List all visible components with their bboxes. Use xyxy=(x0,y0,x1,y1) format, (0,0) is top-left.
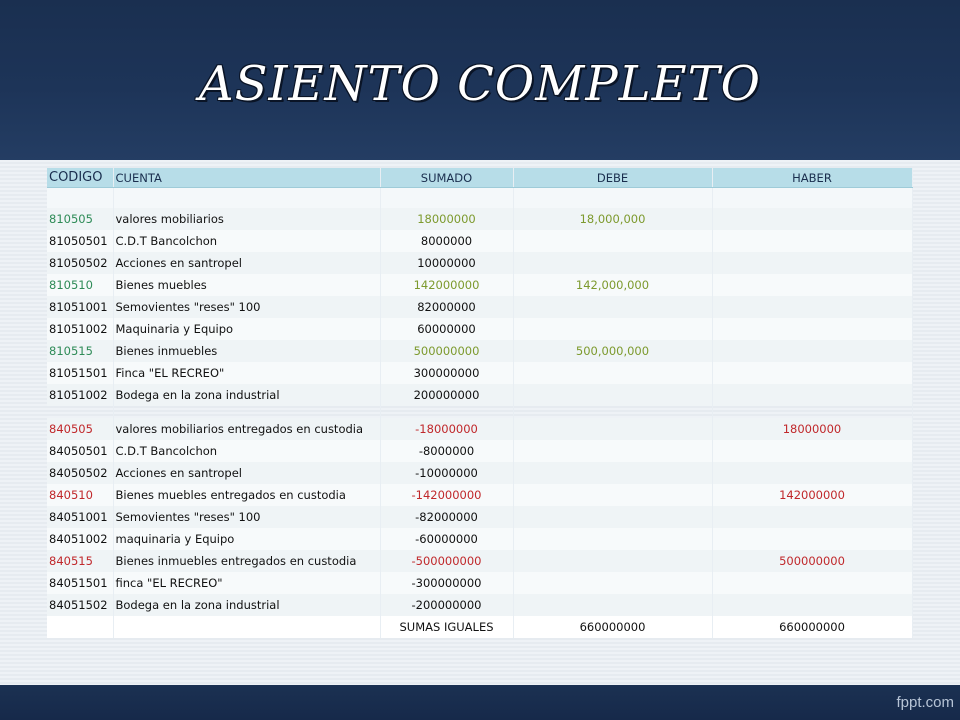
header-cuenta: CUENTA xyxy=(113,168,380,188)
row-debe: 500,000,000 xyxy=(513,340,712,362)
row-codigo: 840510 xyxy=(47,484,113,506)
row-cuenta: Acciones en santropel xyxy=(113,462,380,484)
row-haber: 18000000 xyxy=(712,418,912,440)
row-haber xyxy=(712,340,912,362)
table-row xyxy=(47,418,912,440)
table-row xyxy=(47,362,912,384)
row-haber xyxy=(712,462,912,484)
row-debe xyxy=(513,484,712,506)
row-codigo: 84050501 xyxy=(47,440,113,462)
row-cuenta: Semovientes "reses" 100 xyxy=(113,506,380,528)
row-debe xyxy=(513,362,712,384)
row-debe xyxy=(513,462,712,484)
row-haber xyxy=(712,572,912,594)
row-cuenta: finca "EL RECREO" xyxy=(113,572,380,594)
row-sumado: 60000000 xyxy=(380,318,513,340)
row-cuenta: Semovientes "reses" 100 xyxy=(113,296,380,318)
row-haber xyxy=(712,362,912,384)
row-cuenta: Bienes inmuebles entregados en custodia xyxy=(113,550,380,572)
table-row xyxy=(47,484,912,506)
table-row xyxy=(47,296,912,318)
row-haber xyxy=(712,440,912,462)
row-codigo: 810505 xyxy=(47,208,113,230)
row-sumado: 82000000 xyxy=(380,296,513,318)
table-row xyxy=(47,208,912,230)
table-row xyxy=(47,340,912,362)
row-debe xyxy=(513,594,712,616)
row-codigo: 81051001 xyxy=(47,296,113,318)
row-cuenta: Bienes muebles entregados en custodia xyxy=(113,484,380,506)
row-cuenta: C.D.T Bancolchon xyxy=(113,230,380,252)
totals-debe: 660000000 xyxy=(513,616,712,638)
row-codigo: 810510 xyxy=(47,274,113,296)
slide-footer xyxy=(0,685,960,720)
row-cuenta: Finca "EL RECREO" xyxy=(113,362,380,384)
header-codigo: CODIGO xyxy=(47,168,113,188)
row-cuenta: valores mobiliarios entregados en custodia xyxy=(113,418,380,440)
row-debe xyxy=(513,506,712,528)
table-row xyxy=(47,252,912,274)
row-haber xyxy=(712,528,912,550)
row-cuenta: C.D.T Bancolchon xyxy=(113,440,380,462)
table-spacer-row xyxy=(47,188,912,209)
table-row xyxy=(47,506,912,528)
table-row xyxy=(47,318,912,340)
table-header-row xyxy=(47,168,912,188)
row-debe xyxy=(513,252,712,274)
row-cuenta: Maquinaria y Equipo xyxy=(113,318,380,340)
row-debe xyxy=(513,572,712,594)
row-codigo: 84050502 xyxy=(47,462,113,484)
brand-logo-text: fppt.com xyxy=(896,694,954,711)
row-debe xyxy=(513,550,712,572)
row-sumado: -300000000 xyxy=(380,572,513,594)
row-sumado: 10000000 xyxy=(380,252,513,274)
row-sumado: 500000000 xyxy=(380,340,513,362)
row-codigo: 810515 xyxy=(47,340,113,362)
totals-haber: 660000000 xyxy=(712,616,912,638)
row-sumado: -500000000 xyxy=(380,550,513,572)
row-codigo: 84051502 xyxy=(47,594,113,616)
row-sumado: -142000000 xyxy=(380,484,513,506)
row-sumado: 300000000 xyxy=(380,362,513,384)
table-row xyxy=(47,528,912,550)
header-debe: DEBE xyxy=(513,168,712,188)
row-haber xyxy=(712,384,912,406)
totals-label: SUMAS IGUALES xyxy=(380,616,513,638)
row-debe xyxy=(513,440,712,462)
row-haber xyxy=(712,230,912,252)
row-haber xyxy=(712,318,912,340)
row-sumado: 18000000 xyxy=(380,208,513,230)
row-haber: 500000000 xyxy=(712,550,912,572)
row-debe xyxy=(513,528,712,550)
row-cuenta: Acciones en santropel xyxy=(113,252,380,274)
row-debe xyxy=(513,318,712,340)
row-cuenta: Bienes muebles xyxy=(113,274,380,296)
slide-title: ASIENTO COMPLETO xyxy=(199,56,761,112)
table-row xyxy=(47,594,912,616)
row-haber xyxy=(712,252,912,274)
row-debe xyxy=(513,384,712,406)
row-codigo: 81051002 xyxy=(47,384,113,406)
table-row xyxy=(47,440,912,462)
table-gap-row xyxy=(47,406,912,418)
row-sumado: -8000000 xyxy=(380,440,513,462)
table-row xyxy=(47,274,912,296)
journal-entry-table xyxy=(47,168,913,638)
row-cuenta: Bodega en la zona industrial xyxy=(113,384,380,406)
row-codigo: 81051501 xyxy=(47,362,113,384)
row-codigo: 81050501 xyxy=(47,230,113,252)
row-cuenta: maquinaria y Equipo xyxy=(113,528,380,550)
row-haber: 142000000 xyxy=(712,484,912,506)
row-sumado: -18000000 xyxy=(380,418,513,440)
row-haber xyxy=(712,274,912,296)
row-codigo: 81050502 xyxy=(47,252,113,274)
row-sumado: -10000000 xyxy=(380,462,513,484)
row-sumado: 8000000 xyxy=(380,230,513,252)
row-debe xyxy=(513,296,712,318)
row-sumado: -200000000 xyxy=(380,594,513,616)
row-debe: 18,000,000 xyxy=(513,208,712,230)
row-codigo: 840515 xyxy=(47,550,113,572)
row-sumado: 200000000 xyxy=(380,384,513,406)
row-debe xyxy=(513,230,712,252)
table-row xyxy=(47,462,912,484)
row-codigo: 81051002 xyxy=(47,318,113,340)
header-sumado: SUMADO xyxy=(380,168,513,188)
table-row xyxy=(47,572,912,594)
row-codigo: 84051501 xyxy=(47,572,113,594)
row-sumado: 142000000 xyxy=(380,274,513,296)
table-row xyxy=(47,550,912,572)
row-cuenta: valores mobiliarios xyxy=(113,208,380,230)
row-codigo: 840505 xyxy=(47,418,113,440)
row-debe xyxy=(513,418,712,440)
table-row xyxy=(47,230,912,252)
row-sumado: -60000000 xyxy=(380,528,513,550)
totals-row xyxy=(47,616,912,638)
row-debe: 142,000,000 xyxy=(513,274,712,296)
row-haber xyxy=(712,208,912,230)
row-haber xyxy=(712,594,912,616)
table-row xyxy=(47,384,912,406)
row-cuenta: Bodega en la zona industrial xyxy=(113,594,380,616)
row-codigo: 84051001 xyxy=(47,506,113,528)
header-haber: HABER xyxy=(712,168,912,188)
row-haber xyxy=(712,296,912,318)
row-codigo: 84051002 xyxy=(47,528,113,550)
row-sumado: -82000000 xyxy=(380,506,513,528)
row-cuenta: Bienes inmuebles xyxy=(113,340,380,362)
row-haber xyxy=(712,506,912,528)
